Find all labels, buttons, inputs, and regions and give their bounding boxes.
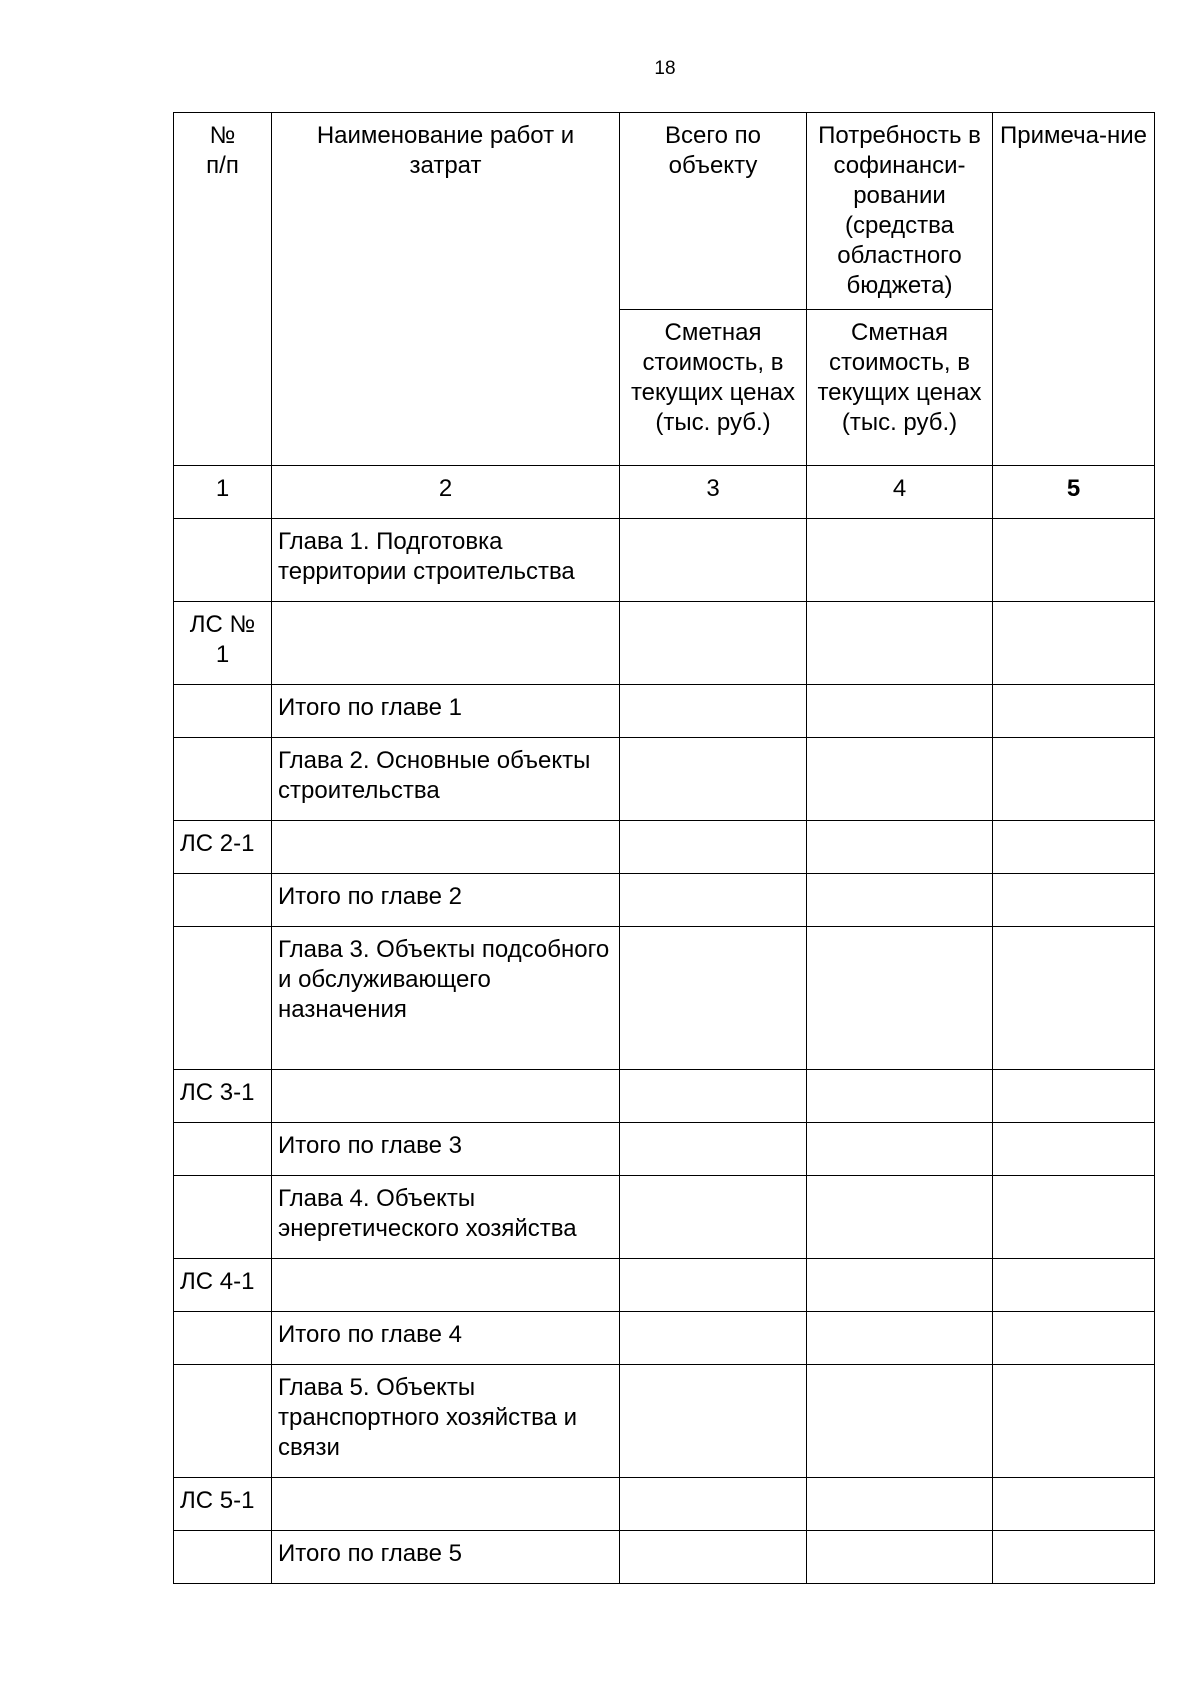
cell-total	[620, 1365, 807, 1478]
row-code: ЛС 3-1	[174, 1070, 272, 1123]
row-name: Итого по главе 5	[272, 1531, 620, 1584]
cell-note	[993, 602, 1155, 685]
cell-note	[993, 1259, 1155, 1312]
cell-note	[993, 1176, 1155, 1259]
column-number: 1	[174, 466, 272, 519]
header-cofinancing: Потребность в софинанси-ровании (средства областного бюджета)	[807, 113, 993, 310]
cell-total	[620, 602, 807, 685]
cell-note	[993, 1531, 1155, 1584]
cell-cofinancing	[807, 874, 993, 927]
column-number: 4	[807, 466, 993, 519]
cell-cofinancing	[807, 1259, 993, 1312]
cell-note	[993, 821, 1155, 874]
table-row	[174, 685, 1155, 738]
row-code	[174, 685, 272, 738]
cell-cofinancing	[807, 1070, 993, 1123]
row-name: Глава 5. Объекты транспортного хозяйства и связи	[272, 1365, 620, 1478]
row-name	[272, 1259, 620, 1312]
row-code: ЛС 2-1	[174, 821, 272, 874]
cell-cofinancing	[807, 1176, 993, 1259]
column-number: 2	[272, 466, 620, 519]
cell-note	[993, 1365, 1155, 1478]
header-note: Примеча-ние	[993, 113, 1155, 466]
cell-cofinancing	[807, 1365, 993, 1478]
row-code	[174, 874, 272, 927]
column-number-row	[174, 466, 1155, 519]
cell-total	[620, 874, 807, 927]
row-code	[174, 1365, 272, 1478]
row-name: Итого по главе 2	[272, 874, 620, 927]
cell-cofinancing	[807, 738, 993, 821]
cell-cofinancing	[807, 519, 993, 602]
budget-table	[173, 112, 1155, 1584]
table-row	[174, 602, 1155, 685]
row-code: ЛС 5-1	[174, 1478, 272, 1531]
cell-note	[993, 519, 1155, 602]
table-row	[174, 1259, 1155, 1312]
cell-total	[620, 1259, 807, 1312]
cell-note	[993, 1123, 1155, 1176]
table-row	[174, 1365, 1155, 1478]
row-name: Глава 3. Объекты подсобного и обслуживающего назначения	[272, 927, 620, 1070]
table-row	[174, 1312, 1155, 1365]
table-row	[174, 1531, 1155, 1584]
row-code: ЛС № 1	[174, 602, 272, 685]
row-code	[174, 927, 272, 1070]
table-row	[174, 738, 1155, 821]
column-number: 5	[993, 466, 1155, 519]
row-name	[272, 602, 620, 685]
cell-note	[993, 738, 1155, 821]
cell-note	[993, 1478, 1155, 1531]
cell-total	[620, 738, 807, 821]
header-estimate-cost-total: Сметная стоимость, в текущих ценах (тыс. руб.)	[620, 310, 807, 466]
column-number: 3	[620, 466, 807, 519]
table-row	[174, 1478, 1155, 1531]
row-code	[174, 1123, 272, 1176]
cell-cofinancing	[807, 1312, 993, 1365]
header-estimate-cost-cofinancing: Сметная стоимость, в текущих ценах (тыс. руб.)	[807, 310, 993, 466]
row-code: ЛС 4-1	[174, 1259, 272, 1312]
table-row	[174, 874, 1155, 927]
cell-cofinancing	[807, 602, 993, 685]
row-name: Глава 2. Основные объекты строительства	[272, 738, 620, 821]
cell-total	[620, 685, 807, 738]
cell-cofinancing	[807, 821, 993, 874]
cell-cofinancing	[807, 1478, 993, 1531]
row-name: Итого по главе 3	[272, 1123, 620, 1176]
cell-total	[620, 1312, 807, 1365]
header-work-name: Наименование работ и затрат	[272, 113, 620, 466]
header-total-object: Всего по объекту	[620, 113, 807, 310]
table-row	[174, 821, 1155, 874]
row-code	[174, 738, 272, 821]
cell-cofinancing	[807, 1531, 993, 1584]
cell-total	[620, 1070, 807, 1123]
table-row	[174, 1123, 1155, 1176]
cell-note	[993, 1070, 1155, 1123]
row-name: Итого по главе 4	[272, 1312, 620, 1365]
cell-cofinancing	[807, 685, 993, 738]
row-code	[174, 519, 272, 602]
cell-total	[620, 1123, 807, 1176]
cell-note	[993, 685, 1155, 738]
row-name: Глава 1. Подготовка территории строительства	[272, 519, 620, 602]
cell-note	[993, 1312, 1155, 1365]
cell-cofinancing	[807, 927, 993, 1070]
cell-total	[620, 1531, 807, 1584]
table-row	[174, 1070, 1155, 1123]
cell-note	[993, 874, 1155, 927]
page-number: 18	[654, 58, 676, 79]
row-name	[272, 1070, 620, 1123]
cell-total	[620, 1478, 807, 1531]
cell-total	[620, 927, 807, 1070]
row-code	[174, 1176, 272, 1259]
header-number: № п/п	[174, 113, 272, 466]
row-code	[174, 1312, 272, 1365]
row-code	[174, 1531, 272, 1584]
cell-total	[620, 821, 807, 874]
cell-cofinancing	[807, 1123, 993, 1176]
table-row	[174, 1176, 1155, 1259]
row-name: Итого по главе 1	[272, 685, 620, 738]
row-name: Глава 4. Объекты энергетического хозяйства	[272, 1176, 620, 1259]
row-name	[272, 1478, 620, 1531]
row-name	[272, 821, 620, 874]
cell-total	[620, 519, 807, 602]
cell-total	[620, 1176, 807, 1259]
table-row	[174, 927, 1155, 1070]
table-row	[174, 519, 1155, 602]
cell-note	[993, 927, 1155, 1070]
